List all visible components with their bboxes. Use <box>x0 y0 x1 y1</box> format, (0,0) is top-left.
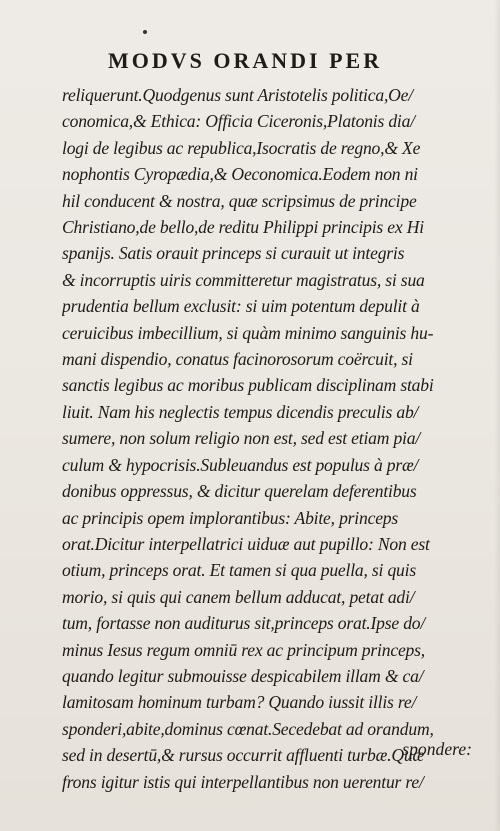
body-text <box>62 82 472 795</box>
text-line: sanctis legibus ac moribus publicam disciplinam stabi <box>62 375 434 396</box>
text-line: & incorruptis uiris committeretur magistratus, si sua <box>62 269 425 290</box>
text-line: hil conducent & nostra, quæ scripsimus de principe <box>62 190 417 211</box>
page-edge <box>494 0 500 831</box>
text-line: reliquerunt.Quodgenus sunt Aristotelis politica,Oe/ <box>62 85 413 105</box>
text-line: Christiano,de bello,de reditu Philippi principis ex Hi <box>62 217 424 238</box>
text-line: donibus oppressus, & dicitur querelam deferentibus <box>62 481 417 502</box>
text-line: sed in desertū,& rursus occurrit affluenti turbæ.Quæ <box>62 745 425 766</box>
text-line: sumere, non solum religio non est, sed est etiam pia/ <box>62 428 421 449</box>
text-line: sponderi,abite,dominus cœnat.Secedebat ad orandum, <box>62 718 434 739</box>
text-line: tum, fortasse non auditurus sit,princeps orat.Ipse do/ <box>62 613 426 634</box>
text-line: minus Iesus regum omniū rex ac principum princeps, <box>62 639 425 660</box>
text-line: nophontis Cyropædia,& Oeconomica.Eodem non ni <box>62 164 418 185</box>
ink-speck <box>143 30 147 34</box>
text-line: otium, princeps orat. Et tamen si qua puella, si quis <box>62 560 416 581</box>
text-line: quando legitur submouisse despicabilem illam & ca/ <box>62 665 424 686</box>
text-line: orat.Dicitur interpellatrici uiduæ aut pupillo: Non est <box>62 533 430 554</box>
text-line: lamitosam hominum turbam? Quando iussit illis re/ <box>62 692 417 713</box>
catchword: spondere: <box>402 739 472 759</box>
text-line: morio, si quis qui canem bellum adducat, petat adi/ <box>62 586 415 607</box>
text-line: ac principis opem implorantibus: Abite, princeps <box>62 507 399 528</box>
text-line: conomica,& Ethica: Officia Ciceronis,Platonis dia/ <box>62 111 415 132</box>
text-line: frons igitur istis qui interpellantibus non uerentur re/ <box>62 771 424 792</box>
text-line: prudentia bellum exclusit: si uim potentum depulit à <box>62 296 420 317</box>
text-line: ceruicibus imbecillium, si quàm minimo sanguinis hu- <box>62 322 434 343</box>
text-line: spanijs. Satis orauit princeps si curauit ut integris <box>62 243 405 264</box>
text-line: logi de legibus ac republica,Isocratis de regno,& Xe <box>62 137 421 158</box>
text-line: culum & hypocrisis.Subleuandus est populus à præ/ <box>62 454 419 475</box>
running-head: MODVS ORANDI PER <box>108 48 383 73</box>
text-line: liuit. Nam his neglectis tempus dicendis preculis ab/ <box>62 401 419 422</box>
text-line: mani dispendio, conatus facinorosorum coërcuit, si <box>62 349 413 370</box>
